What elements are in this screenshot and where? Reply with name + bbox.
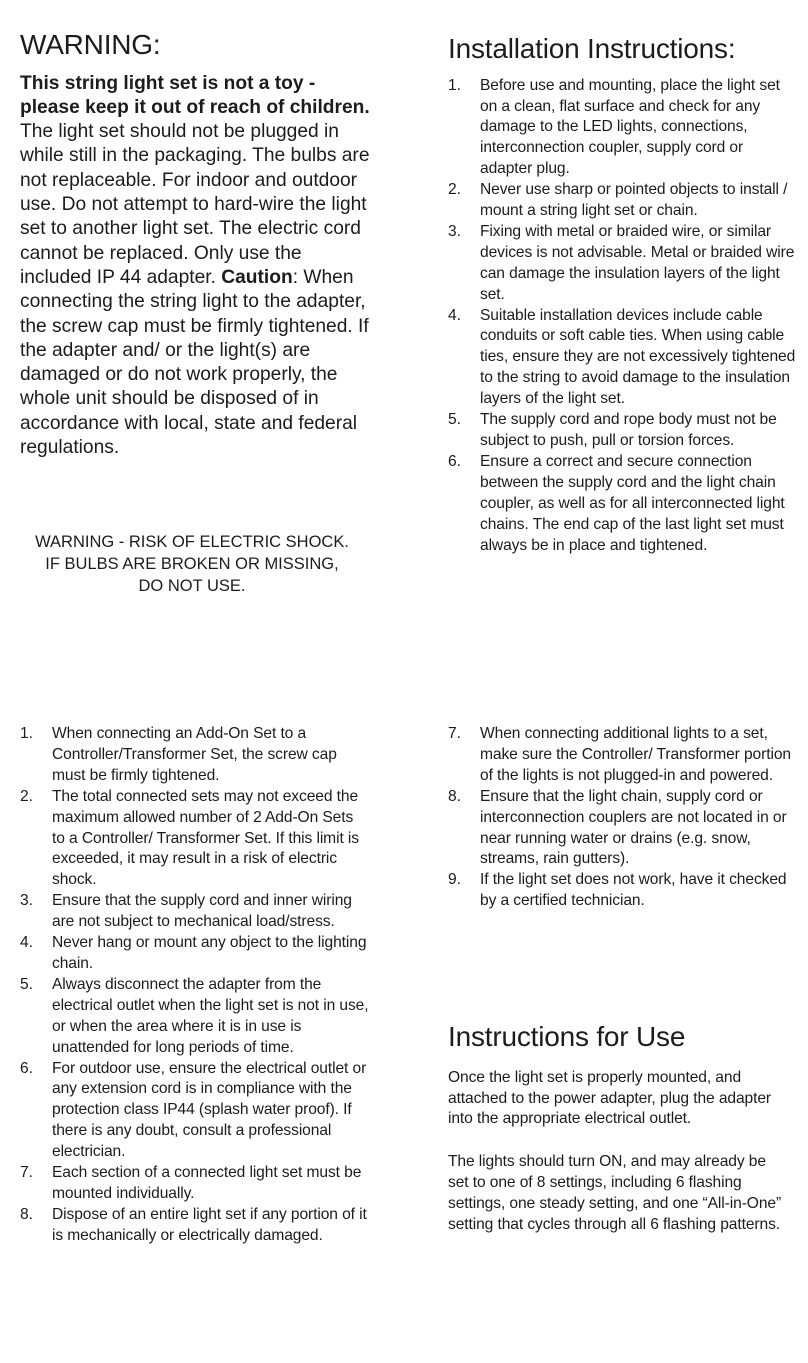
installation-section: [448, 32, 796, 556]
installation-title: Installation Instructions:: [448, 33, 736, 64]
list-item: 8. Ensure that the light chain, supply cord or interconnection couplers are not located in or near running water or drains (e.g. snow, streams, rain gutters).: [448, 787, 787, 868]
caution-label: Caution: [221, 266, 293, 288]
use-paragraph-2: The lights should turn ON, and may already be set to one of 8 settings, including 6 flashing settings, one steady setting, and one “All-in-One” setting that cycles through all 6 flashing patterns.: [448, 1153, 782, 1234]
list-item: 3. Ensure that the supply cord and inner wiring are not subject to mechanical load/stress.: [20, 892, 352, 931]
warning-section: [20, 28, 370, 460]
list-item: 7. Each section of a connected light set must be mounted individually.: [20, 1164, 362, 1202]
list-item: 2. The total connected sets may not exceed the maximum allowed number of 2 Add-On Sets to a Controller/ Transformer Set. If this limit is exceeded, it may result in a risk of electric shock.: [20, 787, 359, 889]
list-item: 4. Never hang or mount any object to the lighting chain.: [20, 934, 367, 972]
safety-left-list: [20, 724, 370, 1247]
list-item: 8. Dispose of an entire light set if any portion of it is mechanically or electrically damaged.: [20, 1205, 367, 1244]
list-item: 1. When connecting an Add-On Set to a Controller/Transformer Set, the screw cap must be firmly tightened.: [20, 725, 337, 784]
list-item: 9. If the light set does not work, have it checked by a certified technician.: [448, 871, 787, 910]
warning-body: [20, 72, 370, 461]
safety-left-section: [20, 724, 370, 1247]
shock-line-3: DO NOT USE.: [138, 577, 246, 595]
list-item: 5. The supply cord and rope body must not be subject to push, pull or torsion forces.: [448, 411, 777, 449]
shock-line-1: WARNING - RISK OF ELECTRIC SHOCK.: [35, 533, 349, 551]
list-item: 6. For outdoor use, ensure the electrical outlet or any extension cord is in compliance with the protection class IP44 (splash water proof). If there is any doubt, consult a professional electrician.: [20, 1059, 367, 1161]
list-item: 1. Before use and mounting, place the light set on a clean, flat surface and check for any damage to the LED lights, connections, interconnection coupler, supply cord or adapter plug.: [448, 76, 780, 178]
list-item: 4. Suitable installation devices include cable conduits or soft cable ties. When using cable ties, ensure they are not excessively tightened to the string to avoid damage to the insulation layers of the light set.: [448, 306, 796, 408]
safety-right-section: [448, 724, 796, 912]
warning-text-2: : When connecting the string light to the adapter, the screw cap must be firmly tightened. If the adapter and/ or the light(s) are damaged or do not work properly, the whole unit should be disposed of in accordance with local, state and federal regulations.: [20, 266, 369, 459]
shock-line-2: IF BULBS ARE BROKEN OR MISSING,: [45, 555, 339, 573]
use-paragraph-1: Once the light set is properly mounted, and attached to the power adapter, plug the adapter into the appropriate electrical outlet.: [448, 1068, 772, 1128]
use-section: [448, 1020, 788, 1236]
list-item: 2. Never use sharp or pointed objects to install / mount a string light set or chain.: [448, 181, 788, 220]
list-item: 7. When connecting additional lights to a set, make sure the Controller/ Transformer portion of the lights is not plugged-in and powered.: [448, 725, 791, 784]
list-item: 5. Always disconnect the adapter from the electrical outlet when the light set is not in use, or when the area where it is in use is unattended for long periods of time.: [20, 975, 369, 1056]
warning-text-1: The light set should not be plugged in while still in the packaging. The bulbs are not replaceable. For indoor and outdoor use. Do not attempt to hard-wire the light set to another light set. The electric cord cannot be replaced. Only use the included IP 44 adapter.: [20, 121, 370, 288]
installation-list: [448, 76, 796, 557]
list-item: 3. Fixing with metal or braided wire, or similar devices is not advisable. Metal or braided wire can damage the insulation layers of the light set.: [448, 222, 795, 303]
use-title: Instructions for Use: [448, 1021, 686, 1052]
safety-right-list: [448, 724, 796, 912]
warning-bold-intro: This string light set is not a toy - please keep it out of reach of children.: [20, 72, 370, 118]
shock-warning: [16, 531, 368, 597]
list-item: 6. Ensure a correct and secure connection between the supply cord and the light chain coupler, as well as for all interconnected light chains. The end cap of the last light set must always be in place and tightened.: [448, 452, 785, 554]
warning-title: WARNING:: [20, 29, 161, 60]
